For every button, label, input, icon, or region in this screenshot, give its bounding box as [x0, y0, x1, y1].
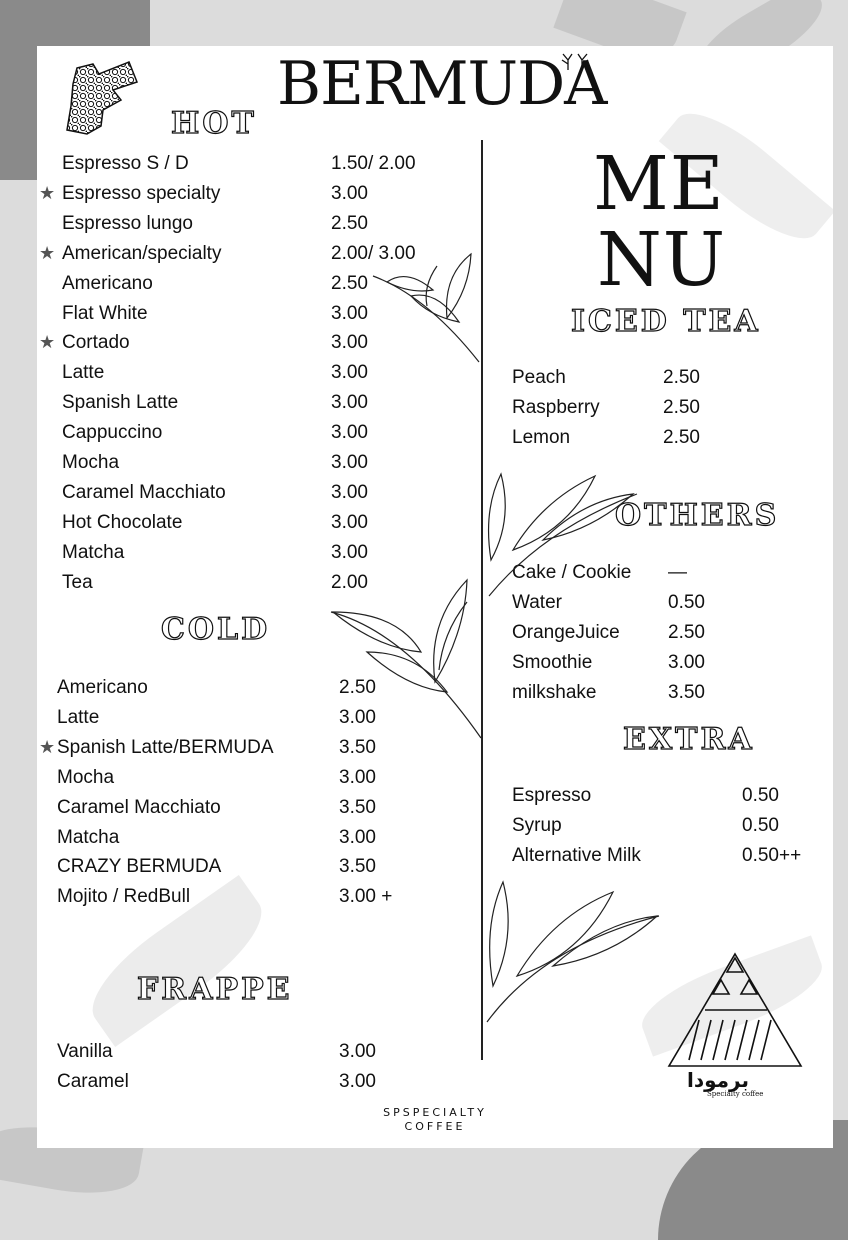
menu-item-name: Tea [62, 572, 93, 593]
menu-title-line2: NU [597, 217, 727, 303]
menu-item-name: Hot Chocolate [62, 512, 183, 533]
menu-item-price: 0.50 [742, 785, 779, 806]
menu-item-price: 3.00 [331, 303, 368, 324]
menu-item-name: OrangeJuice [512, 622, 620, 643]
menu-item-price: 3.50 [339, 797, 376, 818]
menu-item-name: Mocha [57, 767, 115, 788]
menu-item-name: Espresso S / D [62, 153, 189, 174]
menu-item-price: 2.50 [663, 397, 700, 418]
menu-item-price: 3.00 + [339, 886, 393, 907]
menu-item-name: Caramel Macchiato [57, 797, 221, 818]
menu-item-name: Espresso [512, 785, 592, 806]
menu-item-name: Syrup [512, 815, 562, 836]
section-title-hot: HOT [171, 106, 257, 141]
menu-item-name: Spanish Latte [62, 392, 179, 413]
menu-item-price: 3.00 [331, 392, 368, 413]
menu-item-price: 2.50 [339, 677, 376, 698]
menu-item-name: Water [512, 592, 562, 613]
menu-item-name: Raspberry [512, 397, 600, 418]
menu-item-name: Americano [62, 273, 153, 294]
menu-item-price: 3.00 [331, 422, 368, 443]
menu-item-price: 0.50 [742, 815, 779, 836]
menu-item-name: Americano [57, 677, 148, 698]
footer-line1: SPSPECIALTY [383, 1106, 487, 1119]
menu-card [37, 46, 833, 1148]
menu-item-price: 3.00 [331, 362, 368, 383]
leaf-icon [483, 876, 663, 1026]
menu-item-price: 3.00 [668, 652, 705, 673]
menu-item-price: 1.50/ 2.00 [331, 153, 416, 174]
menu-item-name: Spanish Latte/BERMUDA [57, 737, 274, 758]
menu-item-price: 3.00 [331, 452, 368, 473]
menu-item-name: Matcha [57, 827, 120, 848]
section-title-iced-tea: ICED TEA [571, 304, 761, 339]
menu-item-name: Mojito / RedBull [57, 886, 191, 907]
menu-item-price: 2.00 [331, 572, 368, 593]
menu-item-name: Vanilla [57, 1041, 113, 1062]
menu-item-price: 2.50 [331, 273, 368, 294]
footer-line2: COFFEE [404, 1120, 466, 1133]
menu-title-line1: ME [593, 141, 725, 227]
menu-item-name: Cake / Cookie [512, 562, 632, 583]
logo-subtitle: Specialty coffee [707, 1090, 764, 1098]
menu-item-price: 3.50 [668, 682, 705, 703]
menu-item-price: 3.00 [339, 827, 376, 848]
menu-item-price: 2.50 [663, 427, 700, 448]
menu-item-name: Espresso lungo [62, 213, 193, 234]
menu-item-name: Latte [57, 707, 100, 728]
menu-item-price: 2.00/ 3.00 [331, 243, 416, 264]
menu-item-name: Espresso specialty [62, 183, 221, 204]
menu-item-price: 0.50 [668, 592, 705, 613]
menu-item-price: 3.50 [339, 737, 376, 758]
menu-item-price: 2.50 [331, 213, 368, 234]
menu-item-name: Smoothie [512, 652, 593, 673]
menu-item-name: CRAZY BERMUDA [57, 856, 222, 877]
menu-item-name: Alternative Milk [512, 845, 641, 866]
menu-item-name: Latte [62, 362, 105, 383]
menu-item-name: Matcha [62, 542, 125, 563]
menu-item-name: Mocha [62, 452, 120, 473]
menu-item-price: 3.00 [331, 183, 368, 204]
section-title-others: OTHERS [615, 498, 780, 533]
star-icon: ★ [39, 183, 56, 204]
section-title-cold: COLD [161, 612, 271, 647]
antler-icon [560, 50, 590, 72]
menu-item-name: Caramel [57, 1071, 129, 1092]
menu-item-price: 3.00 [331, 332, 368, 353]
menu-item-name: Peach [512, 367, 566, 388]
menu-item-name: Cortado [62, 332, 130, 353]
star-icon: ★ [39, 243, 56, 264]
menu-item-price: 3.00 [331, 542, 368, 563]
star-icon: ★ [39, 332, 56, 353]
brand-title: BERMUDA [277, 49, 607, 119]
menu-item-price: 3.00 [331, 512, 368, 533]
menu-item-price: 2.50 [663, 367, 700, 388]
menu-item-name: Cappuccino [62, 422, 163, 443]
menu-item-name: Lemon [512, 427, 571, 448]
menu-item-price: 3.00 [339, 1071, 376, 1092]
menu-item-price: 3.00 [339, 707, 376, 728]
menu-item-name: milkshake [512, 682, 597, 703]
menu-item-price: 2.50 [668, 622, 705, 643]
menu-item-price: 0.50++ [742, 845, 802, 866]
menu-item-name: Flat White [62, 303, 148, 324]
menu-item-price: 3.00 [339, 1041, 376, 1062]
menu-item-price: 3.00 [331, 482, 368, 503]
star-icon: ★ [39, 737, 56, 758]
leaf-icon [483, 470, 643, 600]
leaf-icon [327, 572, 487, 742]
leaf-icon [367, 246, 487, 366]
section-title-extra: EXTRA [623, 722, 755, 757]
section-title-frappe: FRAPPE [137, 972, 293, 1007]
menu-item-price: 3.00 [339, 767, 376, 788]
map-icon [63, 60, 143, 136]
menu-item-name: American/specialty [62, 243, 222, 264]
triangle-logo-icon [665, 950, 805, 1072]
menu-item-price: — [668, 562, 687, 583]
menu-item-name: Caramel Macchiato [62, 482, 226, 503]
logo-arabic-text: برمودا [687, 1068, 749, 1092]
menu-item-price: 3.50 [339, 856, 376, 877]
